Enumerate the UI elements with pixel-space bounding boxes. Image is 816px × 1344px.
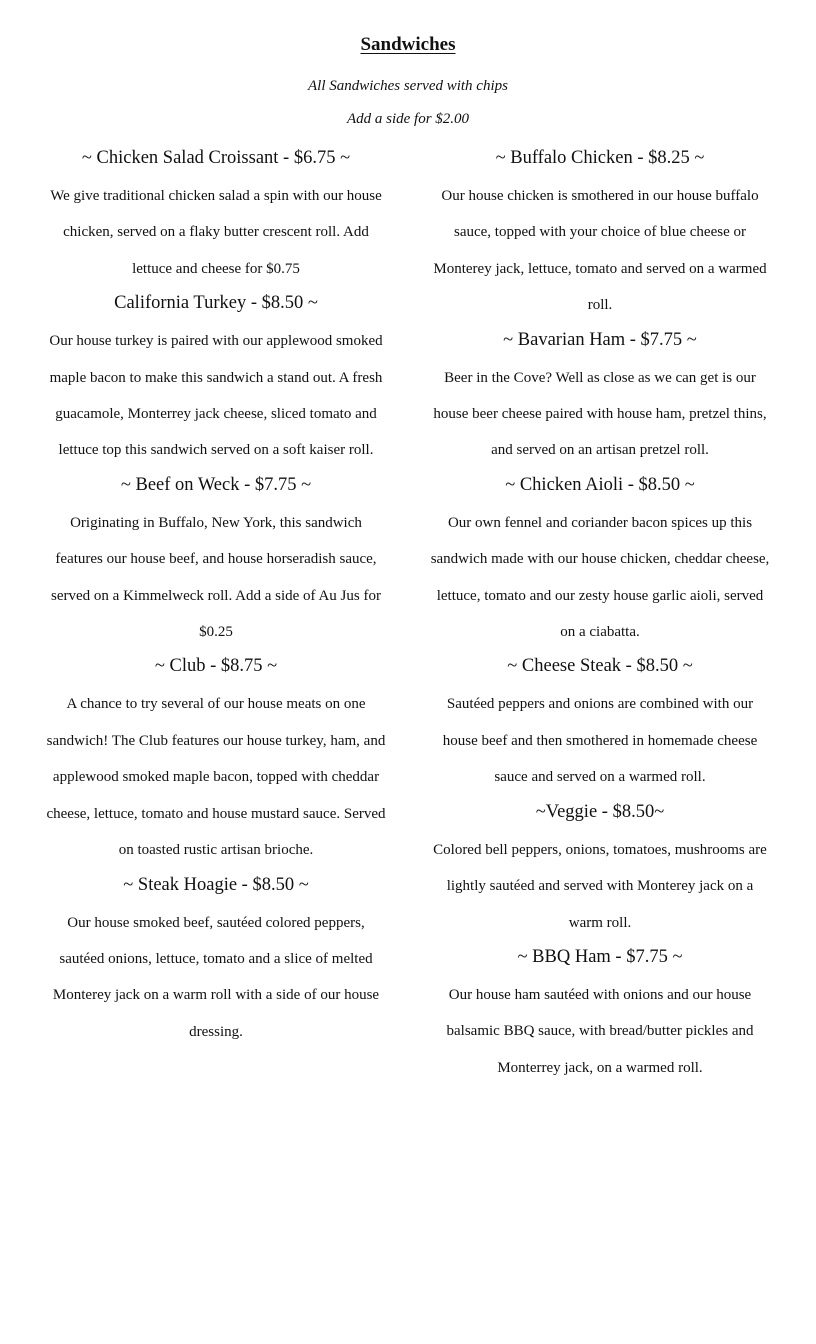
- right-menu-column: [430, 144, 770, 1088]
- item-heading: ~ Cheese Steak - $8.50 ~: [507, 656, 693, 677]
- item-heading: ~ Steak Hoagie - $8.50 ~: [123, 874, 309, 895]
- item-description: Our house ham sautéed with onions and our house balsamic BBQ sauce, with bread/butter pickles and Monterrey jack, on a warmed roll.: [446, 986, 754, 1076]
- item-description: We give traditional chicken salad a spin with our house chicken, served on a flaky butter crescent roll. Add lettuce and cheese for $0.75: [50, 188, 382, 277]
- menu-item-chicken-salad-croissant: [46, 144, 386, 287]
- chips-note: All Sandwiches served with chips: [308, 78, 508, 94]
- menu-item-bavarian-ham: [430, 326, 770, 469]
- item-description: Originating in Buffalo, New York, this sandwich features our house beef, and house horseradish sauce, served on a Kimmelweck roll. Add a side of Au Jus for $0.25: [51, 514, 381, 641]
- item-description: A chance to try several of our house meats on one sandwich! The Club features our house turkey, ham, and applewood smoked maple bacon, topped with cheddar cheese, lettuce, tomato and house mustard sauce. Served on toasted rustic artisan brioche.: [46, 696, 386, 859]
- item-heading: ~ Beef on Weck - $7.75 ~: [120, 474, 312, 495]
- item-description: Our house smoked beef, sautéed colored peppers, sautéed onions, lettuce, tomato and a slice of melted Monterey jack on a warm roll with a side of our house dressing.: [52, 914, 380, 1040]
- item-description: Colored bell peppers, onions, tomatoes, mushrooms are lightly sautéed and served with Monterey jack on a warm roll.: [433, 841, 767, 931]
- item-heading: ~ BBQ Ham - $7.75 ~: [517, 946, 683, 967]
- item-heading: ~ Buffalo Chicken - $8.25 ~: [495, 148, 705, 168]
- menu-item-veggie: [430, 798, 770, 941]
- menu-item-beef-on-weck: [46, 471, 386, 651]
- side-price-note: Add a side for $2.00: [346, 111, 470, 127]
- left-menu-column: [46, 144, 386, 1052]
- menu-item-club: [46, 652, 386, 868]
- menu-item-chicken-aioli: [430, 471, 770, 651]
- item-description: Our house turkey is paired with our applewood smoked maple bacon to make this sandwich a stand out. A fresh guacamole, Monterrey jack cheese, sliced tomato and lettuce top this sandwich served on a soft kaiser roll.: [49, 333, 383, 459]
- item-description: Our own fennel and coriander bacon spices up this sandwich made with our house chicken, cheddar cheese, lettuce, tomato and our zesty house garlic aioli, served on a ciabatta.: [430, 514, 770, 641]
- menu-item-steak-hoagie: [46, 871, 386, 1051]
- item-heading: ~Veggie - $8.50~: [535, 801, 665, 822]
- menu-item-bbq-ham: [430, 943, 770, 1086]
- menu-item-buffalo-chicken: [430, 144, 770, 324]
- item-heading: ~ Chicken Salad Croissant - $6.75 ~: [81, 148, 351, 168]
- item-description: Our house chicken is smothered in our house buffalo sauce, topped with your choice of blue cheese or Monterey jack, lettuce, tomato and served on a warmed roll.: [433, 188, 767, 314]
- menu-item-california-turkey: [46, 289, 386, 469]
- item-description: Sautéed peppers and onions are combined with our house beef and then smothered in homemade cheese sauce and served on a warmed roll.: [442, 696, 758, 786]
- item-heading: ~ Chicken Aioli - $8.50 ~: [505, 474, 695, 495]
- menu-item-cheese-steak: [430, 652, 770, 795]
- page-title: Sandwiches: [360, 34, 456, 55]
- item-heading: California Turkey - $8.50 ~: [114, 293, 318, 314]
- item-description: Beer in the Cove? Well as close as we can get is our house beer cheese paired with house ham, pretzel thins, and served on an artisan pretzel roll.: [433, 369, 767, 459]
- item-heading: ~ Bavarian Ham - $7.75 ~: [503, 329, 697, 350]
- item-heading: ~ Club - $8.75 ~: [154, 656, 278, 677]
